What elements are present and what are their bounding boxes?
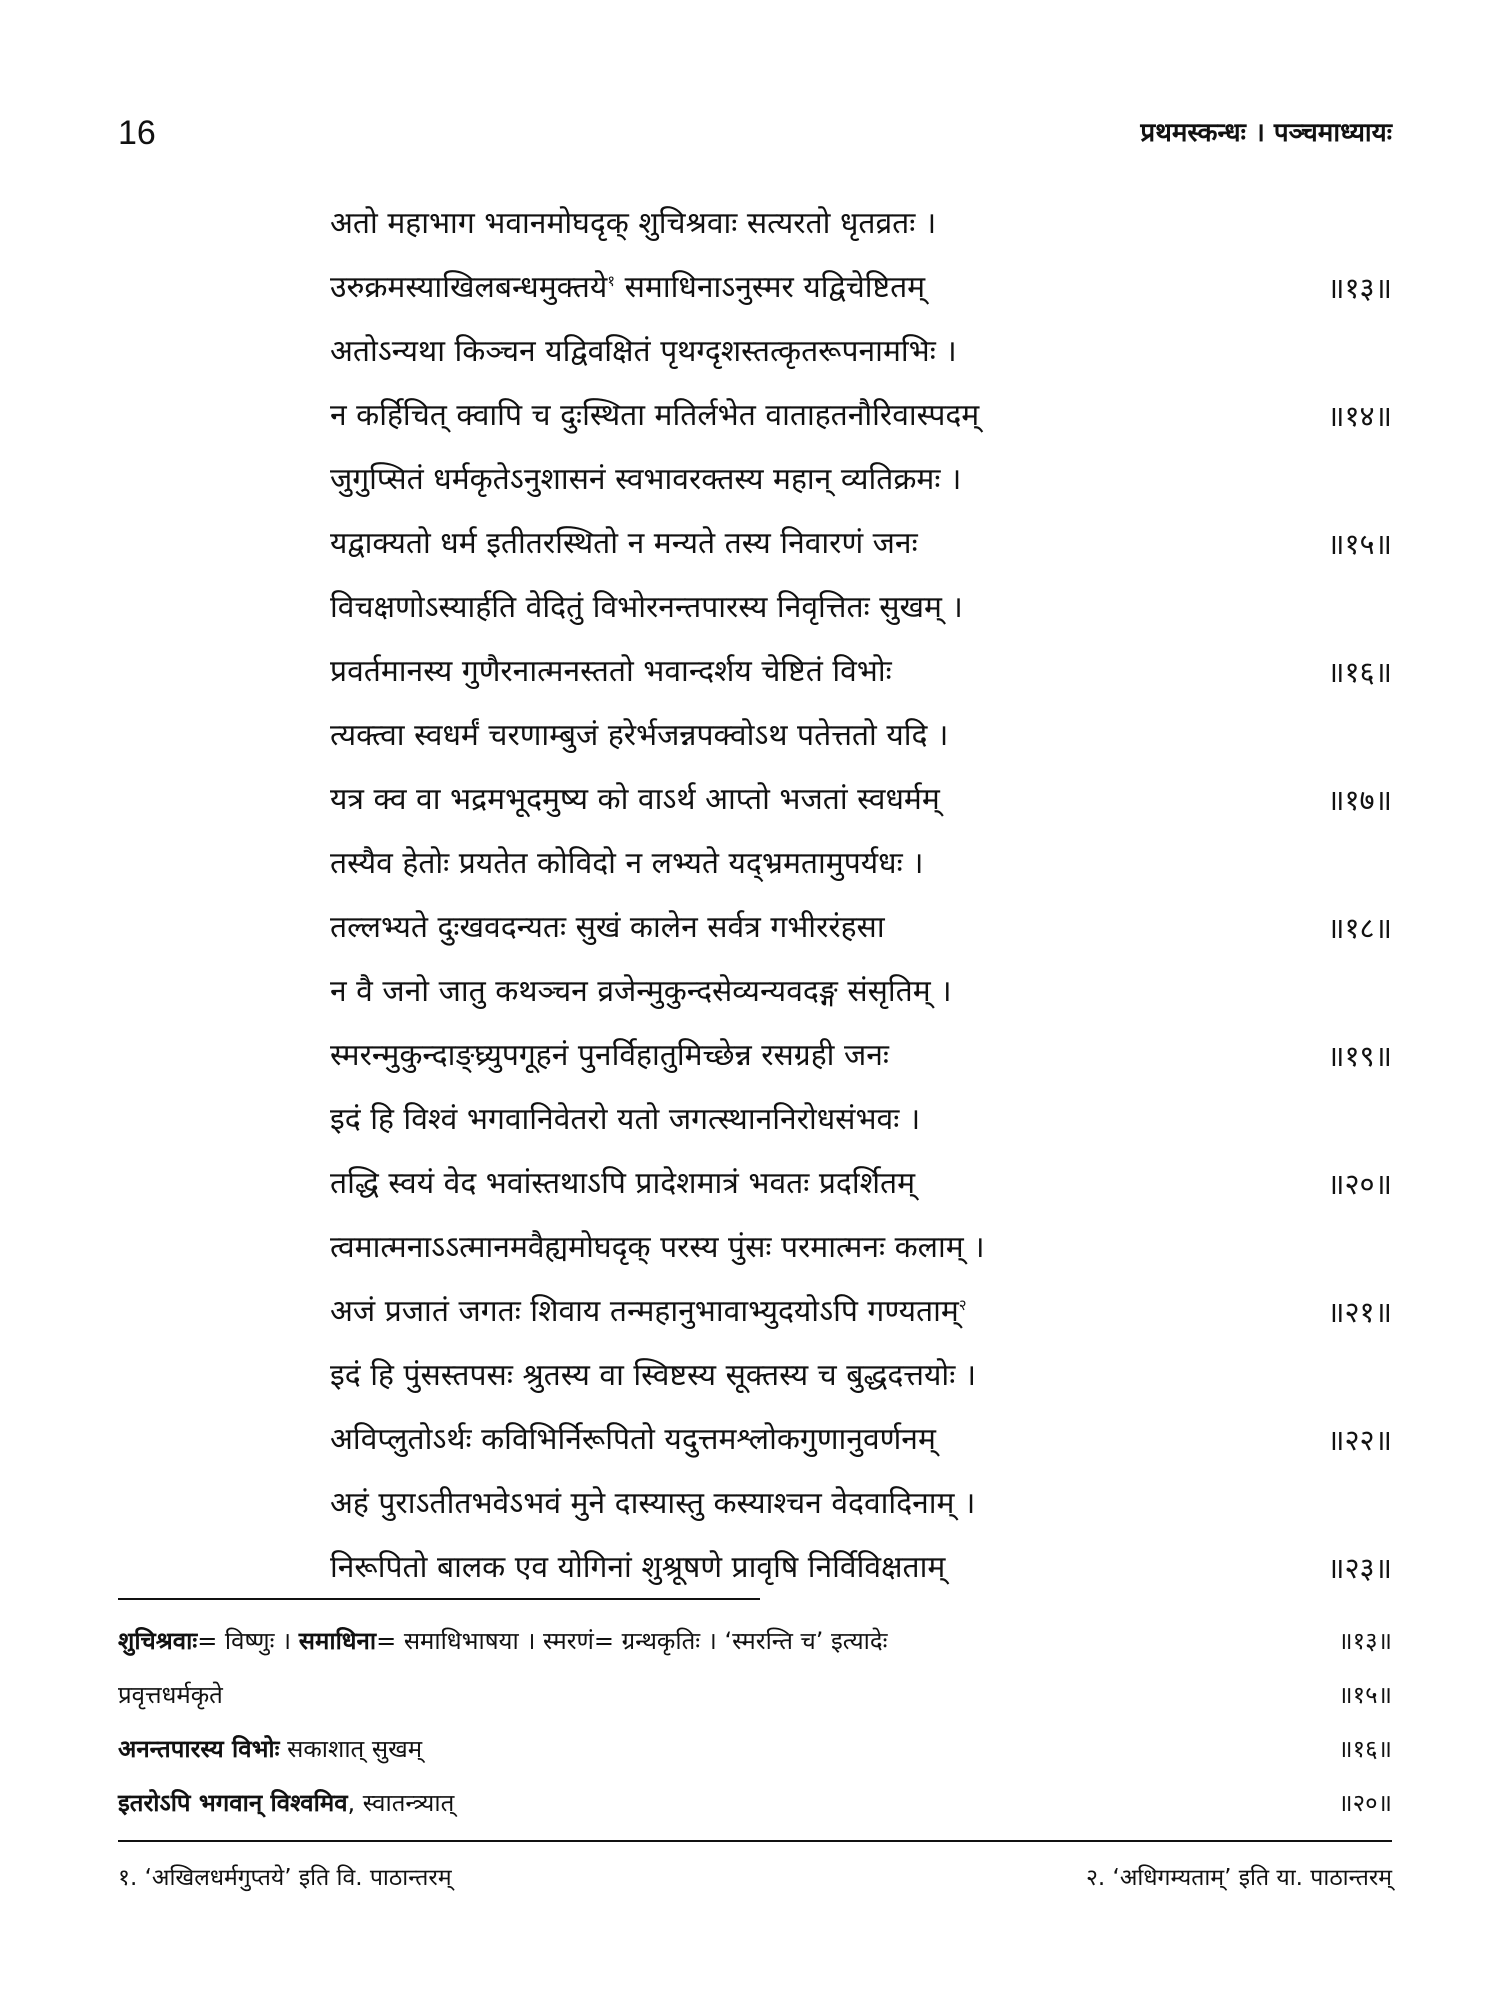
- verse-text: जुगुप्सितं धर्मकृतेऽनुशासनं स्वभावरक्तस्य महान् व्यतिक्रमः ।: [330, 462, 962, 497]
- verse-number: ॥२०॥: [1327, 1167, 1392, 1201]
- verse-number: ॥२३॥: [1327, 1551, 1392, 1585]
- verse-line: [330, 896, 1392, 960]
- verse-line: [330, 1472, 1392, 1536]
- note-text: शुचिश्रवाः: [118, 1627, 198, 1655]
- verse-number: ॥१४॥: [1327, 399, 1392, 433]
- footnote-marker: २: [958, 1296, 967, 1314]
- verse-line: [330, 384, 1392, 448]
- note-line: [118, 1776, 1392, 1830]
- verse-text: [330, 1024, 889, 1088]
- note-text: = विष्णुः ।: [197, 1627, 299, 1655]
- verse-text: [330, 768, 940, 832]
- verse-text-segment: यद्वाक्यतो धर्म इतीतरस्थितो न मन्यते तस्य निवारणं जनः: [330, 526, 918, 561]
- verse-text: न वै जनो जातु कथञ्चन व्रजेन्मुकुन्दसेव्यन्यवदङ्ग संसृतिम् ।: [330, 974, 952, 1009]
- verse-line: [330, 768, 1392, 832]
- verse-text-segment: अविप्लुतोऽर्थः कविभिर्निरूपितो यदुत्तमश्लोकगुणानुवर्णनम्: [330, 1422, 936, 1457]
- note-line: [118, 1614, 1392, 1668]
- verse-line: [330, 1152, 1392, 1216]
- footnote-1: १. ‘अखिलधर्मगुप्तये’ इति वि. पाठान्तरम्: [118, 1865, 452, 1891]
- verse-text-segment: उरुक्रमस्याखिलबन्धमुक्तये: [330, 270, 608, 305]
- verse-block: [330, 192, 1392, 1600]
- verse-line: [330, 512, 1392, 576]
- verse-text: इदं हि विश्वं भगवानिवेतरो यतो जगत्स्थाननिरोधसंभवः ।: [330, 1102, 921, 1137]
- verse-line: [330, 192, 1392, 256]
- page-number: 16: [118, 114, 156, 152]
- verse-text: त्वमात्मनाऽऽत्मानमवैह्यमोघदृक् परस्य पुंसः परमात्मनः कलाम् ।: [330, 1230, 985, 1265]
- verse-line: [330, 1024, 1392, 1088]
- verse-number: ॥२२॥: [1327, 1423, 1392, 1457]
- verse-line: [330, 832, 1392, 896]
- verse-text: [330, 1280, 967, 1344]
- note-text: , स्वातन्त्र्यात्: [347, 1789, 455, 1817]
- note-text: समाधिना: [298, 1627, 377, 1655]
- note-text: इतरोऽपि भगवान् विश्वमिव: [118, 1789, 348, 1817]
- verse-number: ॥१८॥: [1327, 911, 1392, 945]
- verse-text: अतो महाभाग भवानमोघदृक् शुचिश्रवाः सत्यरतो धृतव्रतः ।: [330, 206, 937, 241]
- verse-text-segment: समाधिनाऽनुस्मर यद्विचेष्टितम्: [615, 270, 926, 305]
- note-text: अनन्तपारस्य विभोः: [118, 1735, 280, 1763]
- verse-text-segment: अजं प्रजातं जगतः शिवाय तन्महानुभावाभ्युदयोऽपि गण्यताम्: [330, 1294, 959, 1329]
- verse-text-segment: निरूपितो बालक एव योगिनां शुश्रूषणे प्रावृषि निर्विविक्षताम्: [330, 1550, 946, 1585]
- verse-text: [330, 512, 918, 576]
- verse-text: [330, 384, 979, 448]
- verse-line: [330, 320, 1392, 384]
- verse-text-segment: प्रवर्तमानस्य गुणैरनात्मनस्ततो भवान्दर्शय चेष्टितं विभोः: [330, 654, 892, 689]
- running-head: प्रथमस्कन्धः । पञ्चमाध्यायः: [1140, 118, 1392, 148]
- verse-number: ॥१७॥: [1327, 783, 1392, 817]
- verse-text: [330, 896, 885, 960]
- notes-divider: [118, 1598, 760, 1600]
- verse-text-segment: न कर्हिचित् क्वापि च दुःस्थिता मतिर्लभेत वाताहतनौरिवास्पदम्: [330, 398, 980, 433]
- verse-text: अहं पुराऽतीतभवेऽभवं मुने दास्यास्तु कस्याश्चन वेदवादिनाम् ।: [330, 1486, 976, 1521]
- footnote-divider: [118, 1840, 1392, 1842]
- verse-number: ॥१६॥: [1327, 655, 1392, 689]
- verse-line: [330, 640, 1392, 704]
- verse-line: [330, 1088, 1392, 1152]
- footnote-2: २. ‘अधिगम्यताम्’ इति या. पाठान्तरम्: [1085, 1865, 1392, 1891]
- verse-line: [330, 576, 1392, 640]
- verse-text: इदं हि पुंसस्तपसः श्रुतस्य वा स्विष्टस्य सूक्तस्य च बुद्धदत्तयोः ।: [330, 1358, 977, 1393]
- note-text: सकाशात् सुखम्: [279, 1735, 423, 1763]
- verse-text: तस्यैव हेतोः प्रयतेत कोविदो न लभ्यते यद्भ्रमतामुपर्यधः ।: [330, 846, 924, 881]
- note-verse-number: ॥१६॥: [1338, 1735, 1392, 1763]
- footnote-marker: १: [607, 272, 616, 290]
- verse-text: [330, 1408, 936, 1472]
- verse-text: [330, 256, 925, 320]
- verse-text: [330, 640, 892, 704]
- verse-line: [330, 1408, 1392, 1472]
- verse-line: [330, 1344, 1392, 1408]
- note-text: प्रवृत्तधर्मकृते: [118, 1681, 223, 1709]
- note-text: = समाधिभाषया । स्मरणं= ग्रन्थकृतिः । ‘स्मरन्ति च’ इत्यादेः: [376, 1627, 888, 1655]
- note-line: [118, 1722, 1392, 1776]
- verse-text-segment: स्मरन्मुकुन्दाङ्घ्र्युपगूहनं पुनर्विहातुमिच्छेन्न रसग्रही जनः: [330, 1038, 889, 1073]
- verse-line: [330, 1216, 1392, 1280]
- verse-line: [330, 1536, 1392, 1600]
- verse-number: ॥१५॥: [1327, 527, 1392, 561]
- verse-text: विचक्षणोऽस्यार्हति वेदितुं विभोरनन्तपारस्य निवृत्तितः सुखम् ।: [330, 590, 963, 625]
- note-verse-number: ॥२०॥: [1338, 1789, 1392, 1817]
- verse-line: [330, 960, 1392, 1024]
- verse-number: ॥१३॥: [1327, 271, 1392, 305]
- verse-number: ॥२१॥: [1327, 1295, 1392, 1329]
- verse-text: [330, 1152, 915, 1216]
- verse-line: [330, 448, 1392, 512]
- note-verse-number: ॥१३॥: [1338, 1627, 1392, 1655]
- verse-text-segment: यत्र क्व वा भद्रमभूदमुष्य को वाऽर्थ आप्तो भजतां स्वधर्मम्: [330, 782, 940, 817]
- verse-text: त्यक्त्वा स्वधर्मं चरणाम्बुजं हरेर्भजन्नपक्वोऽथ पतेत्ततो यदि ।: [330, 718, 949, 753]
- note-line: [118, 1668, 1392, 1722]
- verse-text-segment: तल्लभ्यते दुःखवदन्यतः सुखं कालेन सर्वत्र गभीररंहसा: [330, 910, 885, 945]
- verse-line: [330, 704, 1392, 768]
- verse-line: [330, 1280, 1392, 1344]
- verse-text: [330, 1536, 945, 1600]
- verse-text: अतोऽन्यथा किञ्चन यद्विवक्षितं पृथग्दृशस्तत्कृतरूपनामभिः ।: [330, 334, 957, 369]
- commentary-notes: [118, 1614, 1392, 1830]
- verse-number: ॥१९॥: [1327, 1039, 1392, 1073]
- verse-text-segment: तद्धि स्वयं वेद भवांस्तथाऽपि प्रादेशमात्रं भवतः प्रदर्शितम्: [330, 1166, 916, 1201]
- verse-line: [330, 256, 1392, 320]
- note-verse-number: ॥१५॥: [1338, 1681, 1392, 1709]
